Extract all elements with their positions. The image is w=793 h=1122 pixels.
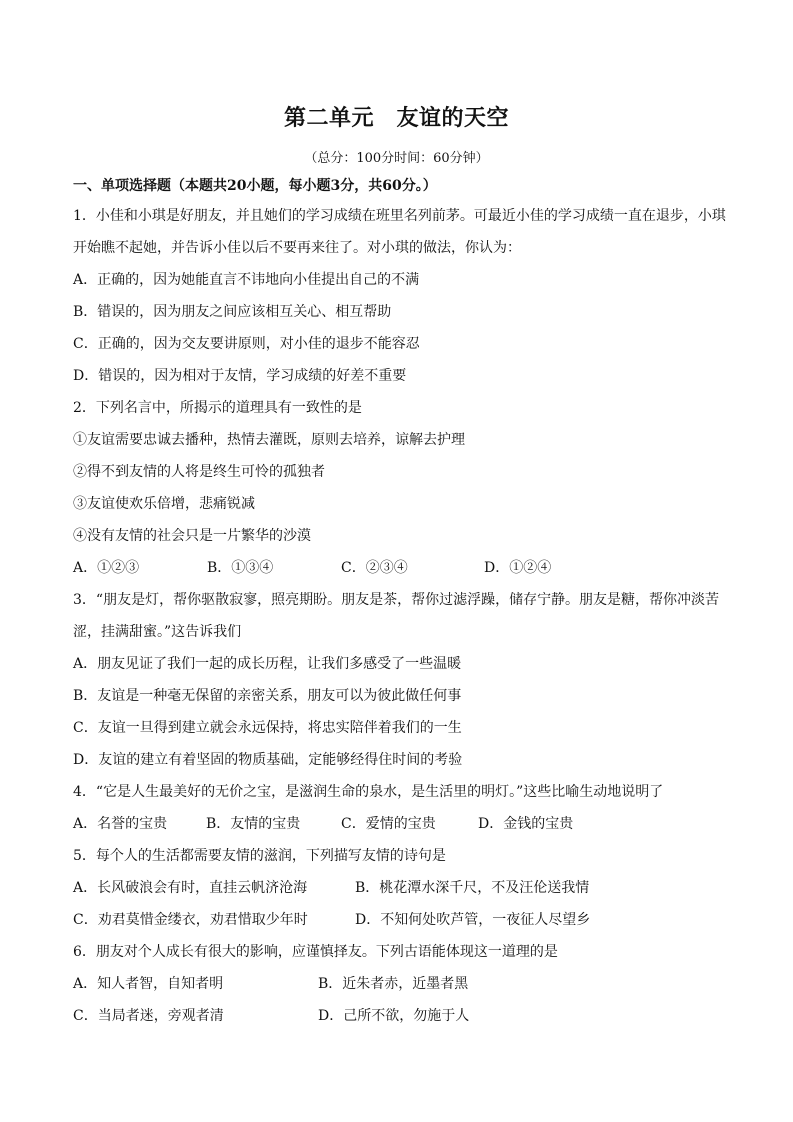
- section-heading: 一、单项选择题（本题共20小题，每小题3分，共60分。）: [73, 178, 437, 194]
- option-c: C．当局者迷，旁观者清: [73, 1008, 224, 1024]
- question-stem-line: 涩，挂满甜蜜。”这告诉我们: [73, 624, 242, 640]
- options-row: [73, 879, 673, 897]
- question-stem-line: 3．“朋友是灯，帮你驱散寂寥，照亮期盼。朋友是茶，帮你过滤浮躁，储存宁静。朋友是糖，帮你冲淡苦: [73, 592, 720, 608]
- option-a: A．朋友见证了我们一起的成长历程，让我们多感受了一些温暖: [73, 656, 462, 672]
- option-d: D．错误的，因为相对于友情，学习成绩的好差不重要: [73, 368, 407, 384]
- option-a: A．知人者智，自知者明: [73, 976, 224, 992]
- option-b: B．错误的，因为朋友之间应该相互关心、相互帮助: [73, 304, 392, 320]
- option-d: D．己所不欲，勿施于人: [318, 1008, 470, 1024]
- question-stem-line: 1．小佳和小琪是好朋友，并且她们的学习成绩在班里名列前茅。可最近小佳的学习成绩一直在退步，小琪: [73, 208, 726, 224]
- question-stem-line: 开始瞧不起她，并告诉小佳以后不要再来往了。对小琪的做法，你认为：: [73, 240, 521, 256]
- option-a: A．正确的，因为她能直言不讳地向小佳提出自己的不满: [73, 272, 420, 288]
- options-row: [73, 815, 633, 833]
- option-b: B．①③④: [207, 560, 274, 576]
- option-b: B．桃花潭水深千尺，不及汪伦送我情: [355, 880, 590, 896]
- question-stem-line: 5．每个人的生活都需要友情的滋润，下列描写友情的诗句是: [73, 848, 446, 864]
- option-d: D．友谊的建立有着坚固的物质基础，定能够经得住时间的考验: [73, 752, 463, 768]
- document-title: 第二单元 友谊的天空: [283, 105, 509, 131]
- option-c: C．友谊一旦得到建立就会永远保持，将忠实陪伴着我们的一生: [73, 720, 462, 736]
- options-row: [73, 559, 573, 577]
- option-c: C．爱情的宝贵: [341, 816, 436, 832]
- options-row: [73, 975, 573, 993]
- option-a: A．名誉的宝贵: [73, 816, 168, 832]
- quote-item: ④没有友情的社会只是一片繁华的沙漠: [73, 528, 311, 544]
- quote-item: ②得不到友情的人将是终生可怜的孤独者: [73, 464, 325, 480]
- option-b: B．友谊是一种毫无保留的亲密关系，朋友可以为彼此做任何事: [73, 688, 462, 704]
- options-row: [73, 911, 673, 929]
- question-stem-line: 4．“它是人生最美好的无价之宝，是滋润生命的泉水，是生活里的明灯。”这些比喻生动地说明了: [73, 784, 664, 800]
- option-a: A．长风破浪会有时，直挂云帆济沧海: [73, 880, 308, 896]
- quote-item: ①友谊需要忠诚去播种，热情去灌既，原则去培养，谅解去护理: [73, 432, 465, 448]
- question-stem-line: 2．下列名言中，所揭示的道理具有一致性的是: [73, 400, 362, 416]
- option-d: D．金钱的宝贵: [478, 816, 574, 832]
- option-c: C．②③④: [341, 560, 408, 576]
- option-d: D．①②④: [484, 560, 552, 576]
- option-b: B．近朱者赤，近墨者黑: [318, 976, 469, 992]
- option-d: D．不知何处吹芦管，一夜征人尽望乡: [355, 912, 591, 928]
- options-row: [73, 1007, 573, 1025]
- option-a: A．①②③: [73, 560, 140, 576]
- question-stem-line: 6．朋友对个人成长有很大的影响，应谨慎择友。下列古语能体现这一道理的是: [73, 944, 558, 960]
- option-c: C．正确的，因为交友要讲原则，对小佳的退步不能容忍: [73, 336, 420, 352]
- quote-item: ③友谊使欢乐倍增，悲痛锐减: [73, 496, 255, 512]
- option-b: B．友情的宝贵: [206, 816, 301, 832]
- option-c: C．劝君莫惜金缕衣，劝君惜取少年时: [73, 912, 308, 928]
- document-subtitle: （总分：100分时间：60分钟）: [304, 151, 489, 166]
